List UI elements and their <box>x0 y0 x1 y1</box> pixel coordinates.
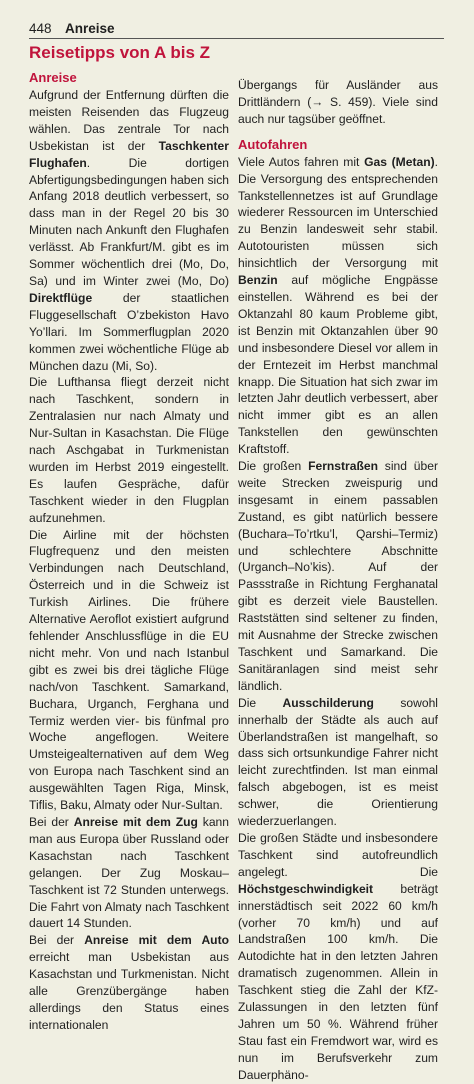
text-run: Die <box>238 695 283 710</box>
text-run: Die großen <box>238 459 309 474</box>
text-run: sowohl innerhalb der Städte als auch auf Überlandstraßen ist mangelhaft, so dass sich ortsunkundige Fahrer nicht leicht zurechtfinden. Ist man einmal falsch abgebogen, ist es meist schwer, die Orientierung wiederzuerlangen. <box>238 695 438 829</box>
header-divider <box>29 38 444 39</box>
bold-term: Taschkenter Flughafen <box>29 138 229 170</box>
text-run: Die großen Städte und insbesondere Taschkent sind autofreundlich angelegt. Die <box>238 830 438 879</box>
text-run: Aufgrund der Entfernung dürften die meisten Reisenden das Flugzeug wählen. Das zentrale Tor nach Usbekistan ist der <box>29 88 229 153</box>
text-run: sind über weite Strecken zweispurig und insgesamt in einem passablen Zustand, es gibt natürlich bessere (Buchara–To’rtku’l, Qarshi–Termiz) und schlechtere Abschnitte (Urganch–No’kis). Auf der Passstraße in Richtung Ferghanatal gibt es derzeit viele Baustellen. Raststätten sind seltener zu finden, mit Ausnahme der Strecke zwischen Taschkent und Samarkand. Die Sanitäranlagen sind meist sehr ländlich. <box>238 459 438 693</box>
section-heading-anreise: Anreise <box>29 70 77 85</box>
paragraph-train <box>29 814 229 932</box>
text-run: beträgt innerstädtisch seit 2022 60 km/h (vorher 70 km/h) und auf Landstraßen 100 km/h. Die Autodichte hat in den letzten Jahren dramatisch zugenommen. Allein in Taschkent stieg die Zahl der KfZ-Zulassungen in den letzten fünf Jahren um 50 %. Während früher Stau fast ein Fremdwort war, wird es nun im Berufsverkehr zum Dauerphäno- <box>238 881 438 1082</box>
text-run: Bei der <box>29 933 85 948</box>
text-run: auf mögliche Engpässe einstellen. Während es bei der Oktanzahl 80 kaum Probleme gibt, ist Benzin mit Oktanzahlen über 90 und insbesondere Diesel vor allem in der Erntezeit im Herbst manchmal knapp. Die Situation hat sich zwar im letzten Jahr deutlich verbessert, aber nicht immer gibt es an allen Tankstellen den gewünschten Kraftstoff. <box>238 273 438 457</box>
page-number: 448 <box>29 21 52 36</box>
text-run: der staatlichen Fluggesellschaft O’zbekiston Havo Yo’llari. Im Sommerflugplan 2020 kommen zwei wöchentliche Flüge ab München dazu (Mi, So). <box>29 290 229 373</box>
text-run: Bei der <box>29 814 74 829</box>
right-column <box>238 77 438 1084</box>
left-column <box>29 70 229 1034</box>
bold-term: Anreise mit dem Zug <box>73 814 198 829</box>
paragraph-lufthansa: Die Lufthansa fliegt derzeit nicht nach Taschkent, sondern in Zentralasien nur nach Almaty und Nur-Sultan in Kasachstan. Die Flüge nach Aschgabat in Turkmenistan wurden im Herbst 2019 eingestellt. Es laufen Gespräche, dafür Taschkent wieder in den Flugplan aufzunehmen. <box>29 375 229 525</box>
paragraph-flight <box>29 87 229 374</box>
paragraph-speed <box>238 830 438 1084</box>
paragraph-continuation: Übergangs für Ausländer aus Drittländern (→ S. 459). Viele sind auch nur tagsüber geöffnet. <box>238 78 438 126</box>
page-title: Reisetipps von A bis Z <box>29 43 211 62</box>
text-run: . Die dortigen Abfertigungsbedingungen haben sich Anfang 2018 deutlich verbessert, so dass man in der Regel 20 bis 30 Minuten nach Ankunft den Flughafen verlässt. Ab Frankfurt/M. gibt es im Sommer wöchentlich drei (Mo, Do, Sa) und im Winter zwei (Mo, Do) <box>29 155 229 288</box>
text-run: erreicht man Usbekistan aus Kasachstan und Turkmenistan. Nicht alle Grenzübergänge haben allerdings den Status eines internationalen <box>29 950 229 1032</box>
bold-term: Fernstraßen <box>308 459 378 474</box>
bold-term: Höchstgeschwindigkeit <box>238 881 374 896</box>
paragraph-airlines: Die Airline mit der höchsten Flugfrequenz und den meisten Verbindungen nach Deutschland, Österreich und in die Schweiz ist Turkish Airlines. Die frühere Alternative Aeroflot existiert aufgrund fehlender Anschlussflüge in die EU nicht mehr. Von und nach Istanbul gibt es zwei bis drei tägliche Flüge nach/von Taschkent. Samarkand, Buchara, Urganch, Ferghana und Termiz werden vier- bis fünfmal pro Woche angeflogen. Weitere Umsteigealternativen auf dem Weg von Europa nach Taschkent sind an ausgewählten Tagen Riga, Minsk, Tiflis, Baku, Almaty oder Nur-Sultan. <box>29 527 229 813</box>
text-run: . Die Versorgung des entsprechenden Tankstellennetzes ist auf Grundlage wiederer Ressourcen im Unterschied zu Benzin landesweit sehr stabil. Autotouristen müssen sich hinsichtlich der Versorgung mit <box>238 154 438 271</box>
text-run: Viele Autos fahren mit <box>238 154 365 169</box>
section-heading-autofahren: Autofahren <box>238 136 308 152</box>
paragraph-fuel <box>238 154 438 458</box>
paragraph-roads <box>238 458 438 695</box>
paragraph-car-arrival <box>29 932 229 1033</box>
paragraph-signage <box>238 695 438 830</box>
bold-term: Benzin <box>238 273 278 288</box>
bold-term: Ausschilderung <box>282 695 374 710</box>
text-run: kann man aus Europa über Russland oder Kasachstan nach Taschkent gelangen. Der Zug Moskau–Taschkent ist 72 Stunden unterwegs. Die Fahrt von Almaty nach Taschkent dauert 14 Stunden. <box>29 814 229 931</box>
bold-term: Anreise mit dem Auto <box>84 933 229 948</box>
bold-term: Direktflüge <box>29 290 93 305</box>
bold-term: Gas (Metan) <box>364 154 435 169</box>
running-section-title: Anreise <box>65 21 115 36</box>
